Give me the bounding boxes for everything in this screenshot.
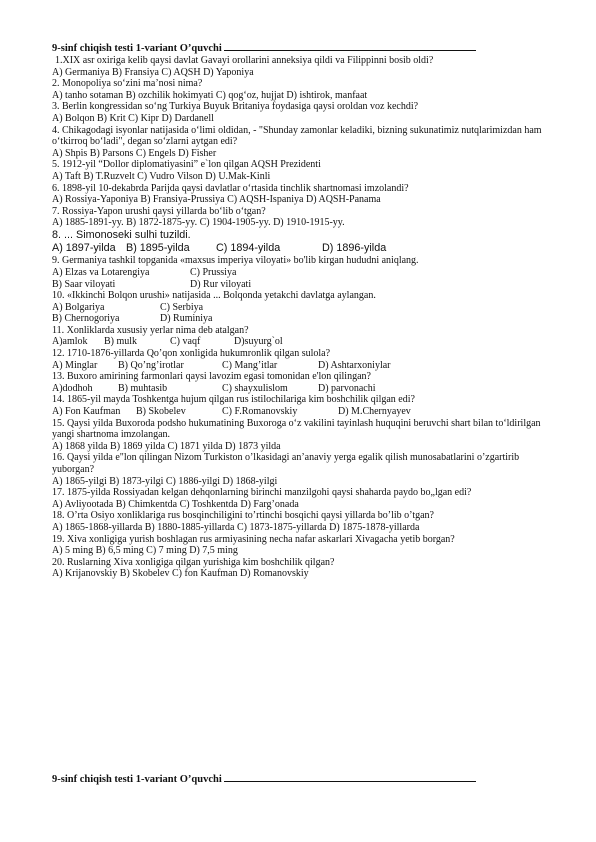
option-a: A) Minglar [52,359,98,371]
option-a: A)dodhoh [52,382,93,394]
option-b: B) Skobelev [136,406,186,418]
option-b: B) Chernogoriya [52,313,120,325]
option-a: A)amlok [52,336,88,348]
question-16: 16. Qaysi yilda e"lon qilingan Nizom Turkiston o’lkasidagi an’anaviy yerga egalik qilish munosabatlarini o’zgartirib yuborgan? [52,452,520,475]
question-6: 6. 1898-yil 10-dekabrda Parijda qaysi davlatlar o‘rtasida tinchlik shartnomasi imzolandi? [52,182,409,194]
option-d: D) Rur viloyati [190,278,252,290]
question-3-options: A) Bolqon B) Krit C) Kipr D) Dardanell [52,112,214,124]
question-18-options: A) 1865-1868-yillarda B) 1880-1885-yillarda C) 1873-1875-yillarda D) 1875-1878-yillarda [52,521,420,533]
question-20: 20. Ruslarning Xiva xonligiga qilgan yurishiga kim boshchilik qilgan? [52,556,335,568]
footer-title: 9-sinf chiqish testi 1-variant O’quvchi [52,774,222,785]
student-name-line [224,40,476,51]
option-b: B) muhtasib [118,382,168,394]
option-a: A) Bolgariya [52,301,105,313]
question-20-options: A) Krijanovskiy B) Skobelev C) fon Kaufman D) Romanovskiy [52,568,309,580]
question-6-options: A) Rossiya-Yaponiya B) Fransiya-Prussiya C) AQSH-Ispaniya D) AQSH-Panama [52,194,381,206]
option-c: C) Prussiya [190,266,237,278]
question-11-options [52,336,560,348]
question-14: 14. 1865-yil mayda Toshkentga hujum qilgan rus istilochilariga kim boshchilik qilgan edi? [52,394,415,406]
question-1-options: A) Germaniya B) Fransiya C) AQSH D) Yaponiya [52,66,254,78]
question-8: 8. ... Simonoseki sulhi tuzildi. [52,228,191,241]
option-a: A) Elzas va Lotarengiya [52,266,150,278]
question-8-options [52,242,560,255]
question-13: 13. Buxoro amirining farmonlari qaysi lavozim egasi tomonidan e'lon qilingan? [52,371,371,383]
test-header [52,40,560,55]
option-c: C) shayxulislom [222,382,288,394]
question-9-options-row-1 [52,267,560,279]
question-13-options [52,383,560,395]
question-9-options-row-2 [52,279,560,291]
option-d: D) Ashtarxoniylar [318,359,391,371]
question-10-options-row-2 [52,313,560,325]
question-14-options [52,406,560,418]
question-19: 19. Xiva xonligiga yurish boshlagan rus armiyasining necha nafar askarlari Xivagacha yetib borgan? [52,533,455,545]
option-b: B) Qo’ng’irotlar [118,359,184,371]
option-b: B) 1895-yilda [126,242,190,255]
question-7-options: A) 1885-1891-yy. B) 1872-1875-yy. C) 1904-1905-yy. D) 1910-1915-yy. [52,217,345,229]
option-b: B) mulk [104,336,138,348]
question-17: 17. 1875-yilda Rossiyadan kelgan dehqonlarning birinchi manzilgohi qaysi shaharda paydo bo„lgan edi? [52,487,472,499]
question-5: 5. 1912-yil “Dollor diplomatiyasini” e`lon qilgan AQSH Prezidenti [52,159,321,171]
question-3: 3. Berlin kongressidan so‘ng Turkiya Buyuk Britaniya foydasiga qaysi oroldan voz kechdi? [52,101,419,113]
question-18: 18. O’rta Osiyo xonliklariga rus bosqinchiligini to’rtinchi bosqichi qaysi yillarda bo’lib o’tgan? [52,510,434,522]
header-title: 9-sinf chiqish testi 1-variant O’quvchi [52,43,222,54]
option-a: A) 1897-yilda [52,242,116,255]
question-4: 4. Chikagodagi isyonlar natijasida o‘limi oldidan, - "Shunday zamonlar keladiki, bizning sukunatimiz nutqlarimizdan ham o‘tkirroq bo‘ladi", degan so‘zlarni aytgan edi? [52,124,542,148]
test-footer [52,771,476,786]
question-10: 10. «Ikkinchi Bolqon urushi» natijasida ... Bolqonda yetakchi davlatga aylangan. [52,290,376,302]
option-d: D) M.Chernyayev [338,406,411,418]
option-d: D) parvonachi [318,382,376,394]
question-15-options: A) 1868 yilda B) 1869 yilda C) 1871 yilda D) 1873 yilda [52,440,281,452]
question-9: 9. Germaniya tashkil topganida «maxsus imperiya viloyati» bo'lib kirgan hududni aniqlang. [52,255,419,267]
question-1: 1.XIX asr oxiriga kelib qaysi davlat Gavayi orollarini anneksiya qildi va Filippinni bosib oldi? [55,55,434,66]
option-c: C) 1894-yilda [216,242,281,255]
option-a: A) Fon Kaufman [52,406,121,418]
question-5-options: A) Taft B) T.Ruzvelt C) Vudro Vilson D) U.Mak-Kinli [52,170,271,182]
question-4-options: A) Shpis B) Parsons C) Engels D) Fisher [52,147,217,159]
student-name-line-footer [224,771,476,782]
question-16-options: A) 1865-yilgi B) 1873-yilgi C) 1886-yilgi D) 1868-yilgi [52,475,278,487]
question-2: 2. Monopoliya so‘zini ma’nosi nima? [52,78,203,90]
option-c: C) F.Romanovskiy [222,406,298,418]
option-c: C) vaqf [170,336,201,348]
question-12-options [52,360,560,372]
option-b: B) Saar viloyati [52,278,116,290]
question-19-options: A) 5 ming B) 6,5 ming C) 7 ming D) 7,5 ming [52,545,238,557]
option-c: C) Serbiya [160,301,204,313]
question-10-options-row-1 [52,302,560,314]
option-c: C) Mang’itlar [222,359,278,371]
option-d: D) 1896-yilda [322,242,387,255]
option-d: D)suyurg`ol [234,336,283,348]
option-d: D) Ruminiya [160,313,213,325]
question-17-options: A) Avliyootada B) Chimkentda C) Toshkentda D) Farg’onada [52,498,299,510]
question-2-options: A) tanho sotaman B) ozchilik hokimyati C) qog‘oz, hujjat D) ishtirok, manfaat [52,89,368,101]
question-11: 11. Xonliklarda xususiy yerlar nima deb atalgan? [52,324,249,336]
question-15: 15. Qaysi yilda Buxoroda podsho hukumatining Buxoroga o‘z vakilini tayinlash huquqini beruvchi shart bilan to‘ldirilgan yangi shartnoma imzolangan. [52,417,541,441]
question-12: 12. 1710-1876-yillarda Qo’qon xonligida hukumronlik qilgan sulola? [52,348,331,360]
question-7: 7. Rossiya-Yapon urushi qaysi yillarda bo‘lib o‘tgan? [52,205,266,217]
